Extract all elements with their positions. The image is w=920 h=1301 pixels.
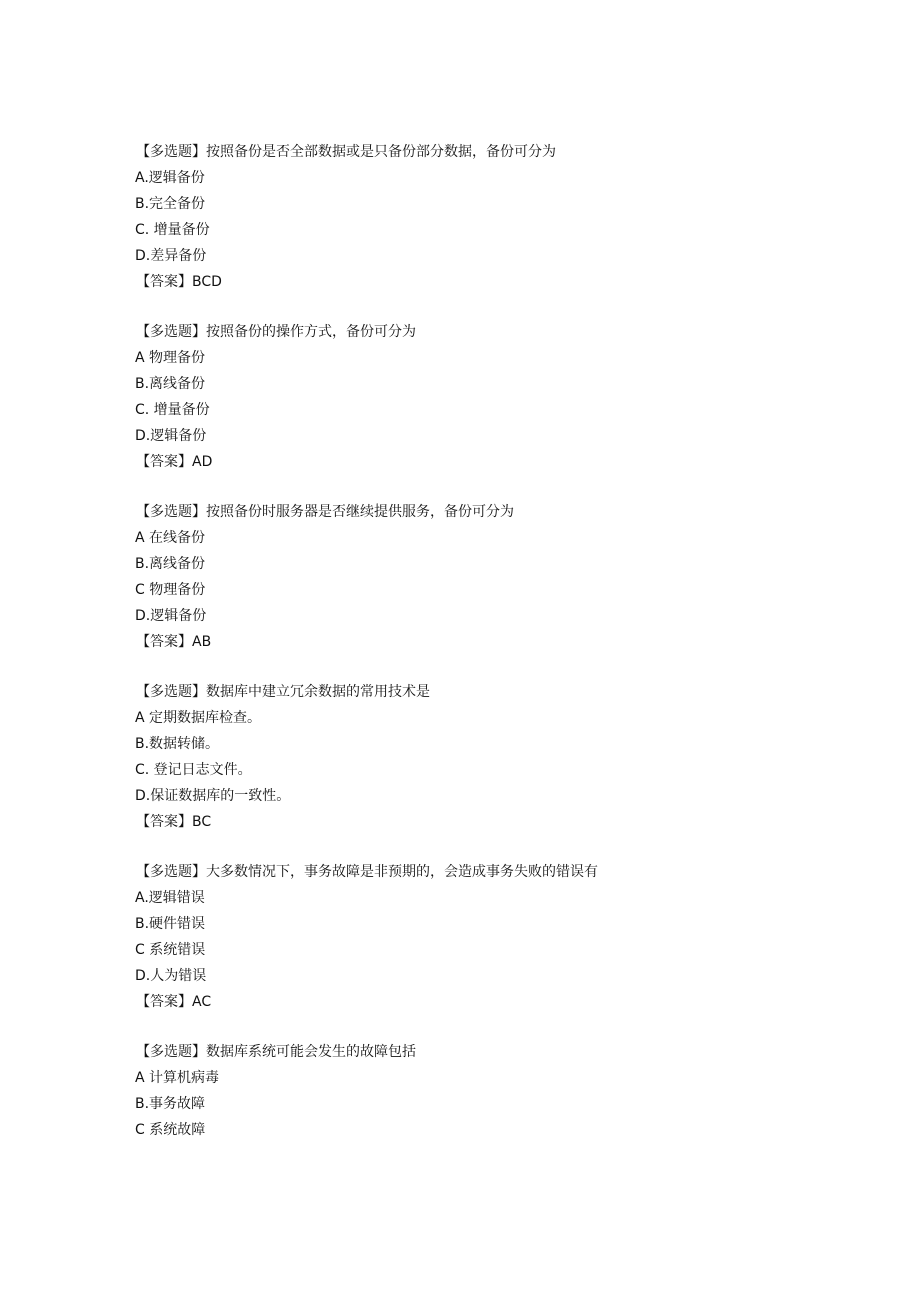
- option-a: A 在线备份: [135, 530, 206, 546]
- question-3: [135, 501, 835, 657]
- option-a: A.逻辑错误: [135, 890, 205, 906]
- question-1: [135, 141, 835, 297]
- option-b: B.数据转储。: [135, 736, 220, 752]
- option-b: B.完全备份: [135, 196, 206, 212]
- option-a: A.逻辑备份: [135, 170, 205, 186]
- answer-line: 【答案】AD: [136, 454, 213, 470]
- question-stem: 【多选题】数据库中建立冗余数据的常用技术是: [136, 684, 430, 700]
- option-d: D.人为错误: [135, 968, 207, 984]
- option-c: C 物理备份: [135, 582, 206, 598]
- question-stem: 【多选题】按照备份时服务器是否继续提供服务，备份可分为: [136, 504, 514, 520]
- option-c: C 系统错误: [135, 942, 206, 958]
- answer-line: 【答案】BC: [136, 814, 212, 830]
- option-a: A 物理备份: [135, 350, 206, 366]
- question-stem: 【多选题】按照备份是否全部数据或是只备份部分数据，备份可分为: [136, 144, 556, 160]
- question-stem: 【多选题】大多数情况下，事务故障是非预期的，会造成事务失败的错误有: [136, 864, 598, 880]
- option-d: D.逻辑备份: [135, 428, 207, 444]
- option-b: B.离线备份: [135, 376, 206, 392]
- question-4: [135, 681, 835, 837]
- option-a: A 定期数据库检查。: [135, 710, 262, 726]
- question-stem: 【多选题】数据库系统可能会发生的故障包括: [136, 1044, 416, 1060]
- answer-line: 【答案】AB: [136, 634, 212, 650]
- option-c: C 系统故障: [135, 1122, 206, 1138]
- option-b: B.离线备份: [135, 556, 206, 572]
- option-d: D.保证数据库的一致性。: [135, 788, 291, 804]
- option-d: D.逻辑备份: [135, 608, 207, 624]
- option-c: C. 增量备份: [135, 222, 210, 238]
- option-c: C. 增量备份: [135, 402, 210, 418]
- document-body: [135, 141, 835, 1169]
- option-c: C. 登记日志文件。: [135, 762, 252, 778]
- option-b: B.硬件错误: [135, 916, 206, 932]
- option-d: D.差异备份: [135, 248, 207, 264]
- question-stem: 【多选题】按照备份的操作方式，备份可分为: [136, 324, 416, 340]
- question-2: [135, 321, 835, 477]
- question-5: [135, 861, 835, 1017]
- option-b: B.事务故障: [135, 1096, 206, 1112]
- answer-line: 【答案】AC: [136, 994, 212, 1010]
- option-a: A 计算机病毒: [135, 1070, 220, 1086]
- answer-line: 【答案】BCD: [136, 274, 222, 290]
- question-6: [135, 1041, 835, 1145]
